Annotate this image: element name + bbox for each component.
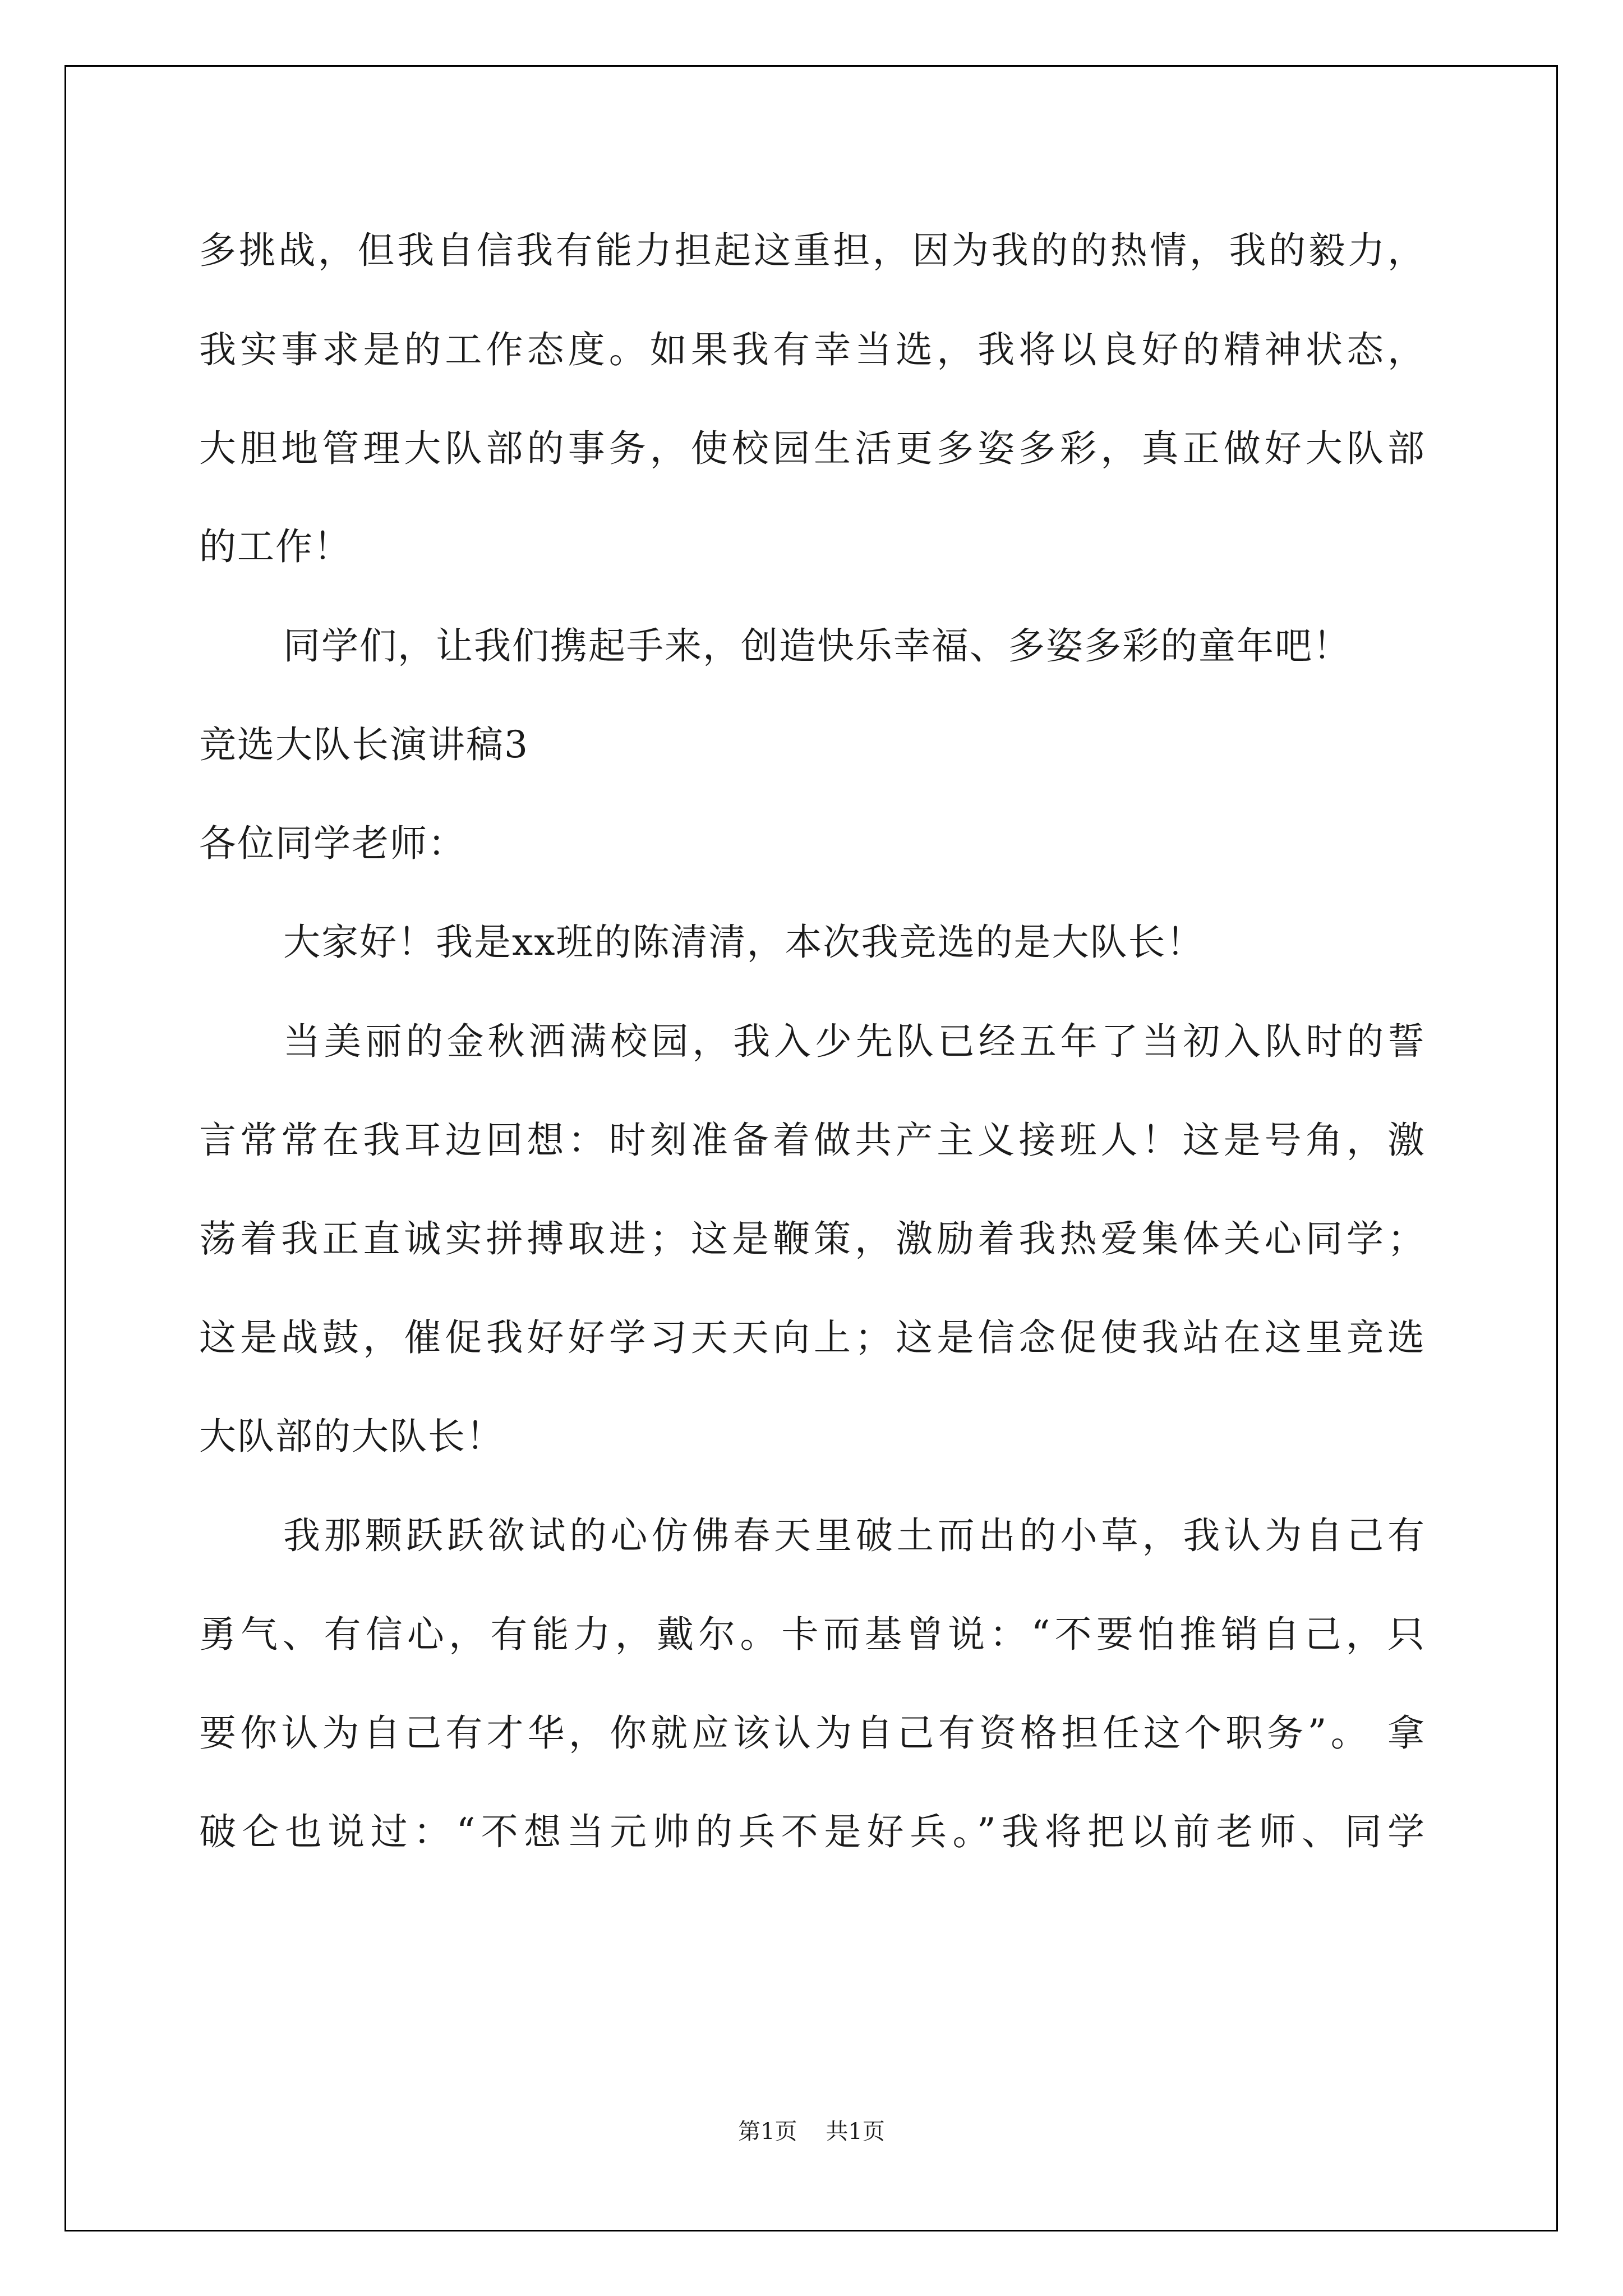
body-line: 大胆地管理大队部的事务，使校园生活更多姿多彩，真正做好大队部 xyxy=(199,427,1424,470)
page-total: 共1页 xyxy=(826,2119,885,2145)
paragraph-line: 我那颗跃跃欲试的心仿佛春天里破土而出的小草，我认为自己有 xyxy=(283,1514,1424,1557)
salutation: 各位同学老师： xyxy=(199,822,466,865)
section-heading: 竞选大队长演讲稿3 xyxy=(199,723,529,766)
body-line: 荡着我正直诚实拼搏取进；这是鞭策，激励着我热爱集体关心同学； xyxy=(199,1217,1424,1260)
paragraph-line: 同学们，让我们携起手来，创造快乐幸福、多姿多彩的童年吧！ xyxy=(283,624,1351,668)
body-line: 要你认为自己有才华，你就应该认为自己有资格担任这个职务”。 拿 xyxy=(199,1711,1424,1755)
body-line: 言常常在我耳边回想：时刻准备着做共产主义接班人！这是号角，激 xyxy=(199,1119,1424,1162)
body-line: 这是战鼓，催促我好好学习天天向上；这是信念促使我站在这里竞选 xyxy=(199,1316,1424,1359)
paragraph-line: 大家好！我是xx班的陈清清，本次我竞选的是大队长！ xyxy=(283,921,1205,964)
body-line: 我实事求是的工作态度。如果我有幸当选，我将以良好的精神状态， xyxy=(199,328,1424,371)
body-line: 大队部的大队长！ xyxy=(199,1415,504,1458)
body-line: 多挑战，但我自信我有能力担起这重担，因为我的的热情，我的毅力， xyxy=(199,229,1424,272)
page-footer xyxy=(0,2118,1623,2146)
paragraph-line: 当美丽的金秋洒满校园，我入少先队已经五年了当初入队时的誓 xyxy=(283,1020,1424,1063)
body-line: 勇气、有信心，有能力，戴尔。卡而基曾说：“不要怕推销自己，只 xyxy=(199,1613,1424,1656)
body-line: 破仑也说过：“不想当元帅的兵不是好兵。”我将把以前老师、同学 xyxy=(199,1810,1424,1853)
page-number: 第1页 xyxy=(738,2119,797,2145)
body-line: 的工作！ xyxy=(199,525,352,568)
